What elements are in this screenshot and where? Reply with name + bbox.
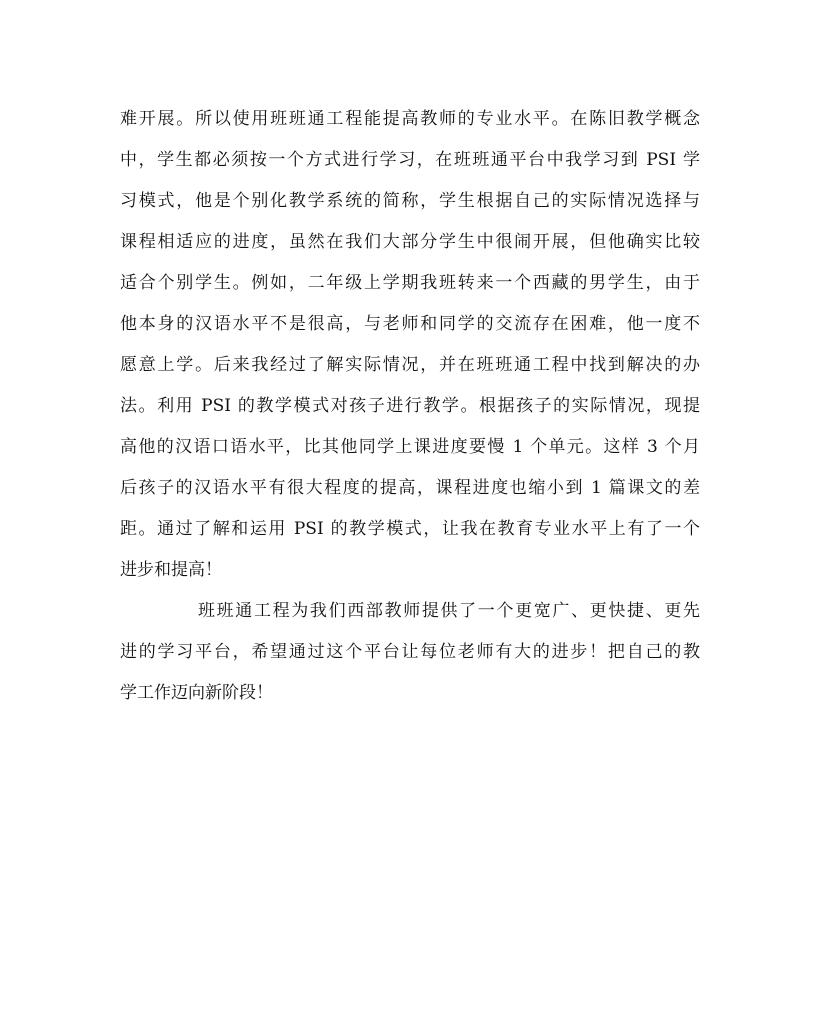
- text-line: 学工作迈向新阶段！: [120, 683, 273, 703]
- text-line: 法。利用 PSI 的教学模式对孩子进行教学。根据孩子的实际情况，现提: [120, 396, 700, 416]
- text-line: 中，学生都必须按一个方式进行学习，在班班通平台中我学习到 PSI 学: [120, 150, 700, 170]
- text-line: 高他的汉语口语水平，比其他同学上课进度要慢 1 个单元。这样 3 个月: [120, 437, 700, 457]
- paragraph-2: [120, 591, 700, 714]
- text-line: 距。通过了解和运用 PSI 的教学模式，让我在教育专业水平上有了一个: [120, 519, 700, 539]
- text-line: 课程相适应的进度，虽然在我们大部分学生中很闹开展，但他确实比较: [120, 232, 700, 252]
- text-line: 难开展。所以使用班班通工程能提高教师的专业水平。在陈旧教学概念: [120, 109, 700, 129]
- text-line: 适合个别学生。例如，二年级上学期我班转来一个西藏的男学生，由于: [120, 273, 700, 293]
- paragraph-1: [120, 99, 700, 591]
- document-body: [120, 99, 700, 714]
- text-line: 他本身的汉语水平不是很高，与老师和同学的交流存在困难，他一度不: [120, 314, 700, 334]
- text-line: 进步和提高！: [120, 560, 222, 580]
- text-line: 习模式，他是个别化教学系统的简称，学生根据自己的实际情况选择与: [120, 191, 700, 211]
- text-line: 班班通工程为我们西部教师提供了一个更宽广、更快捷、更先: [198, 601, 700, 621]
- text-line: 后孩子的汉语水平有很大程度的提高，课程进度也缩小到 1 篇课文的差: [120, 478, 700, 498]
- text-line: 进的学习平台，希望通过这个平台让每位老师有大的进步！把自己的教: [120, 642, 700, 662]
- text-line: 愿意上学。后来我经过了解实际情况，并在班班通工程中找到解决的办: [120, 355, 700, 375]
